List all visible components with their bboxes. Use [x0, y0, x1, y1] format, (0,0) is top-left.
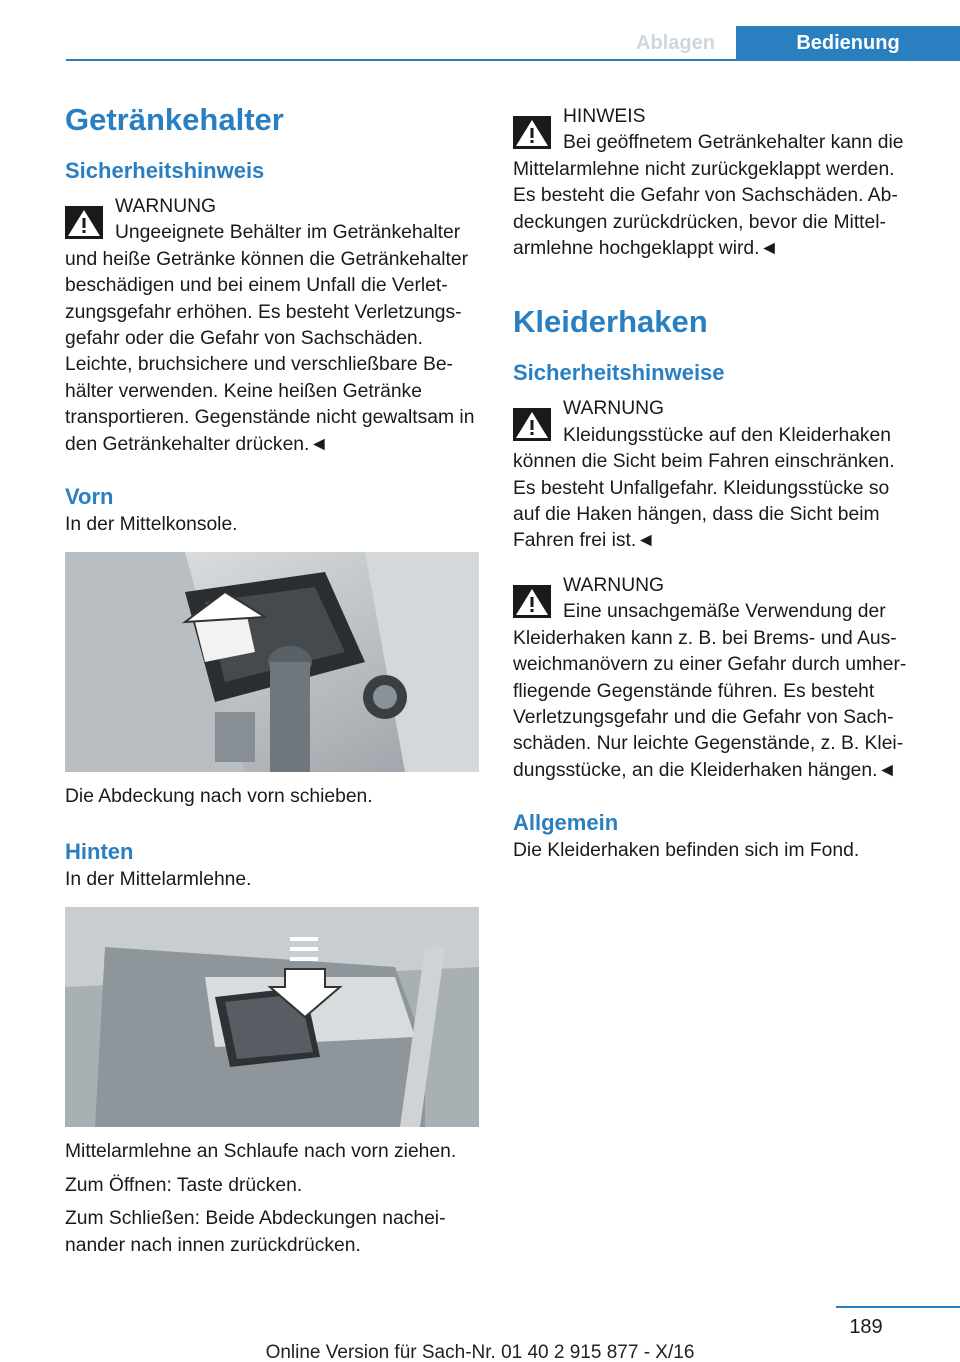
- warning-1-label: WARNUNG: [563, 398, 665, 420]
- hint-block: [513, 104, 917, 262]
- section-title-kleiderhaken: Kleiderhaken: [513, 304, 708, 340]
- tab-bedienung[interactable]: Bedienung: [736, 26, 960, 61]
- center-console-illustration: [65, 552, 479, 772]
- tab-ablagen[interactable]: Ablagen: [636, 32, 715, 54]
- right-column: [513, 104, 917, 865]
- left-column: [65, 98, 479, 1259]
- heading-hinten: Hinten: [65, 838, 134, 864]
- hinten-caption-1: Mittelarmlehne an Schlaufe nach vorn ziehen.: [65, 1141, 457, 1163]
- warning-2-label: WARNUNG: [563, 574, 665, 596]
- section-title-getraenkehalter: Getränkehalter: [65, 102, 284, 137]
- warning-2-first-line: Eine unsachgemäße Verwendung der: [563, 601, 886, 623]
- hint-triangle-icon: [513, 116, 551, 149]
- hint-label: HINWEIS: [563, 106, 646, 127]
- armrest-illustration: [65, 907, 479, 1127]
- hinten-text: In der Mittelarmlehne.: [65, 868, 252, 890]
- image-center-console: [65, 552, 479, 772]
- header-bar: [66, 26, 960, 61]
- heading-vorn: Vorn: [65, 484, 114, 510]
- warning-block: [65, 194, 479, 458]
- hinten-caption-3: Zum Schließen: Beide Abdeckungen nachei-nander nach innen zurückdrücken.: [65, 1208, 446, 1256]
- warning-block-2: [513, 573, 917, 784]
- allgemein-text: Die Kleiderhaken befinden sich im Fond.: [513, 840, 860, 862]
- heading-sicherheitshinweise: Sicherheitshinweise: [513, 360, 725, 386]
- warning-triangle-icon: [513, 585, 551, 618]
- vorn-caption: Die Abdeckung nach vorn schieben.: [65, 786, 373, 808]
- image-armrest: [65, 907, 479, 1127]
- warning-label: WARNUNG: [115, 196, 217, 217]
- warning-1-text: können die Sicht beim Fahren einschränken. Es besteht Unfallgefahr. Kleidungsstücke so auf die Haken hängen, dass die Sicht beim Fahren frei ist.◄: [513, 451, 895, 552]
- hinten-caption-2: Zum Öffnen: Taste drücken.: [65, 1174, 303, 1196]
- vorn-text: In der Mittelkonsole.: [65, 514, 238, 536]
- warning-text: und heiße Getränke können die Getränkehalter beschädigen und bei einem Unfall die Verlet-zungsgefahr erhöhen. Es besteht Verletzungs-gefahr oder die Gefahr von Sachschäden. Leichte, bruchsichere und verschließbare Be-hälter verwenden. Keine heißen Getränke transportieren. Gegenstände nicht gewaltsam in den Getränkehalter drücken.◄: [65, 248, 475, 455]
- warning-1-first-line: Kleidungsstücke auf den Kleiderhaken: [563, 424, 892, 446]
- hint-text: Mittelarmlehne nicht zurückgeklappt werden. Es besteht die Gefahr von Sachschäden. Ab-deckungen zurückdrücken, bevor die Mittel-armlehne hochgeklappt wird.◄: [513, 158, 898, 260]
- warning-block-1: [513, 396, 917, 554]
- heading-sicherheitshinweis: Sicherheitshinweis: [65, 158, 265, 183]
- online-version-note: Online Version für Sach-Nr. 01 40 2 915 877 - X/16: [265, 1342, 695, 1362]
- hint-text-first-line: Bei geöffnetem Getränkehalter kann die: [563, 132, 904, 154]
- warning-triangle-icon: [513, 408, 551, 441]
- warning-triangle-icon: [65, 206, 103, 239]
- warning-2-text: Kleiderhaken kann z. B. bei Brems- und Aus-weichmanövern zu einer Gefahr durch umher-fliegende Gegenstände führen. Es besteht Verletzungsgefahr und die Gefahr von Sach-schäden. Nur leichte Gegenstände, z. B. Klei-dungsstücke, an die Kleiderhaken hängen.◄: [513, 627, 907, 781]
- heading-allgemein: Allgemein: [513, 810, 619, 836]
- page-number: 189: [849, 1316, 883, 1338]
- warning-text-first-line: Ungeeignete Behälter im Getränkehalter: [115, 222, 461, 244]
- footer-divider: [836, 1306, 960, 1308]
